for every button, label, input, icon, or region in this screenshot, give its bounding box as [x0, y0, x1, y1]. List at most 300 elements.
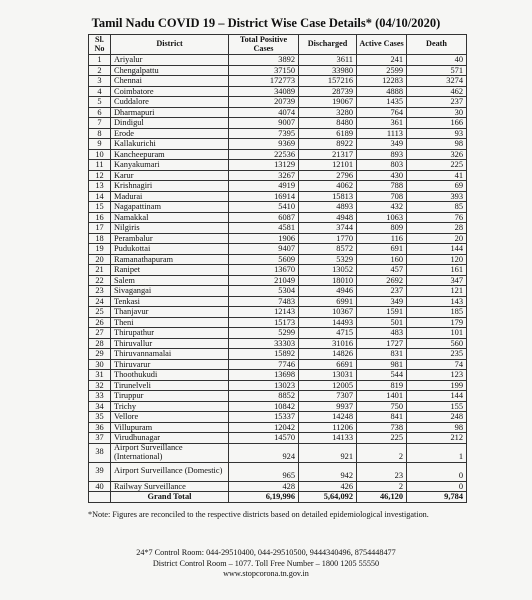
- cell-death: 326: [407, 149, 467, 160]
- cell-active: 691: [357, 244, 407, 255]
- column-header-death: Death: [407, 35, 467, 55]
- table-row: [89, 170, 467, 181]
- cell-sl-no: 31: [89, 370, 111, 381]
- cell-death: 144: [407, 391, 467, 402]
- table-row: [89, 149, 467, 160]
- cell-death: 212: [407, 433, 467, 444]
- cell-sl-no: 9: [89, 139, 111, 150]
- cell-sl-no: 35: [89, 412, 111, 423]
- column-header-discharged: Discharged: [299, 35, 357, 55]
- table-row: [89, 307, 467, 318]
- grand-total-row: [89, 492, 467, 503]
- cell-active: 4888: [357, 86, 407, 97]
- cell-death: 248: [407, 412, 467, 423]
- cell-discharged: 21317: [299, 149, 357, 160]
- cell-district: Kanyakumari: [111, 160, 229, 171]
- cell-active: 116: [357, 233, 407, 244]
- cell-district: Thiruvallur: [111, 338, 229, 349]
- page-title: Tamil Nadu COVID 19 – District Wise Case Details* (04/10/2020): [91, 16, 441, 30]
- cell-sl-no: 18: [89, 233, 111, 244]
- cell-discharged: 14248: [299, 412, 357, 423]
- cell-sl-no: 38: [89, 443, 111, 462]
- cell-active: 738: [357, 422, 407, 433]
- cell-district: Kallakurichi: [111, 139, 229, 150]
- cell-death: 0: [407, 481, 467, 492]
- column-header-active: Active Cases: [357, 35, 407, 55]
- cell-discharged: 5329: [299, 254, 357, 265]
- district-case-table: [88, 34, 467, 503]
- cell-sl-no: 14: [89, 191, 111, 202]
- cell-district: Airport Surveillance (Domestic): [111, 462, 229, 481]
- cell-district: Tirunelveli: [111, 380, 229, 391]
- cell-active: 750: [357, 401, 407, 412]
- cell-district: Namakkal: [111, 212, 229, 223]
- cell-discharged: 1770: [299, 233, 357, 244]
- cell-active: 1401: [357, 391, 407, 402]
- cell-discharged: 15813: [299, 191, 357, 202]
- table-body: [89, 55, 467, 492]
- column-header-total-positive: Total Positive Cases: [229, 35, 299, 55]
- cell-total-positive: 4581: [229, 223, 299, 234]
- cell-sl-no: 21: [89, 265, 111, 276]
- cell-death: 179: [407, 317, 467, 328]
- cell-sl-no: 3: [89, 76, 111, 87]
- cell-total-positive: 14570: [229, 433, 299, 444]
- cell-active: 237: [357, 286, 407, 297]
- cell-active: 1727: [357, 338, 407, 349]
- cell-death: 166: [407, 118, 467, 129]
- cell-district: Thirupathur: [111, 328, 229, 339]
- table-header-row: [89, 35, 467, 55]
- cell-sl-no: 22: [89, 275, 111, 286]
- table-row: [89, 191, 467, 202]
- table-row: [89, 265, 467, 276]
- grand-total-active: 46,120: [357, 492, 407, 503]
- district-control-room: District Control Room – 1077. Toll Free Number – 1800 1205 55550: [152, 558, 380, 568]
- cell-death: 1: [407, 443, 467, 462]
- cell-sl-no: 39: [89, 462, 111, 481]
- cell-discharged: 921: [299, 443, 357, 462]
- cell-discharged: 14493: [299, 317, 357, 328]
- cell-district: Theni: [111, 317, 229, 328]
- cell-death: 69: [407, 181, 467, 192]
- cell-active: 2: [357, 481, 407, 492]
- cell-total-positive: 15173: [229, 317, 299, 328]
- cell-discharged: 426: [299, 481, 357, 492]
- grand-total-positive: 6,19,996: [229, 492, 299, 503]
- cell-total-positive: 22536: [229, 149, 299, 160]
- cell-active: 764: [357, 107, 407, 118]
- cell-discharged: 13052: [299, 265, 357, 276]
- cell-district: Chennai: [111, 76, 229, 87]
- table-row: [89, 433, 467, 444]
- table-row: [89, 118, 467, 129]
- cell-active: 819: [357, 380, 407, 391]
- cell-district: Sivagangai: [111, 286, 229, 297]
- cell-death: 235: [407, 349, 467, 360]
- cell-active: 361: [357, 118, 407, 129]
- cell-district: Dharmapuri: [111, 107, 229, 118]
- cell-district: Perambalur: [111, 233, 229, 244]
- cell-district: Virudhunagar: [111, 433, 229, 444]
- cell-sl-no: 16: [89, 212, 111, 223]
- cell-death: 121: [407, 286, 467, 297]
- cell-sl-no: 7: [89, 118, 111, 129]
- cell-discharged: 14133: [299, 433, 357, 444]
- table-row: [89, 97, 467, 108]
- cell-sl-no: 37: [89, 433, 111, 444]
- cell-death: 0: [407, 462, 467, 481]
- table-row: [89, 359, 467, 370]
- cell-district: Erode: [111, 128, 229, 139]
- table-row: [89, 254, 467, 265]
- cell-district: Villupuram: [111, 422, 229, 433]
- cell-total-positive: 5609: [229, 254, 299, 265]
- table-row: [89, 107, 467, 118]
- cell-total-positive: 7395: [229, 128, 299, 139]
- cell-total-positive: 9007: [229, 118, 299, 129]
- table-row: [89, 202, 467, 213]
- cell-active: 457: [357, 265, 407, 276]
- grand-total-death: 9,784: [407, 492, 467, 503]
- cell-death: 393: [407, 191, 467, 202]
- cell-sl-no: 24: [89, 296, 111, 307]
- cell-death: 76: [407, 212, 467, 223]
- cell-total-positive: 1906: [229, 233, 299, 244]
- cell-death: 40: [407, 55, 467, 66]
- cell-sl-no: 20: [89, 254, 111, 265]
- table-row: [89, 76, 467, 87]
- cell-total-positive: 20739: [229, 97, 299, 108]
- cell-total-positive: 428: [229, 481, 299, 492]
- cell-discharged: 4893: [299, 202, 357, 213]
- cell-total-positive: 34089: [229, 86, 299, 97]
- cell-death: 41: [407, 170, 467, 181]
- table-row: [89, 296, 467, 307]
- cell-active: 12283: [357, 76, 407, 87]
- table-row: [89, 128, 467, 139]
- table-row: [89, 391, 467, 402]
- cell-discharged: 33980: [299, 65, 357, 76]
- table-row: [89, 338, 467, 349]
- cell-active: 708: [357, 191, 407, 202]
- cell-death: 3274: [407, 76, 467, 87]
- cell-active: 544: [357, 370, 407, 381]
- cell-total-positive: 9369: [229, 139, 299, 150]
- cell-discharged: 14826: [299, 349, 357, 360]
- cell-discharged: 942: [299, 462, 357, 481]
- cell-discharged: 19067: [299, 97, 357, 108]
- cell-total-positive: 4074: [229, 107, 299, 118]
- cell-death: 144: [407, 244, 467, 255]
- cell-total-positive: 33303: [229, 338, 299, 349]
- cell-district: Nilgiris: [111, 223, 229, 234]
- contact-footer: [0, 548, 532, 580]
- cell-sl-no: 12: [89, 170, 111, 181]
- cell-active: 23: [357, 462, 407, 481]
- cell-death: 237: [407, 97, 467, 108]
- cell-sl-no: 36: [89, 422, 111, 433]
- cell-death: 74: [407, 359, 467, 370]
- cell-sl-no: 23: [89, 286, 111, 297]
- cell-total-positive: 13670: [229, 265, 299, 276]
- website-link[interactable]: www.stopcorona.tn.gov.in: [223, 569, 309, 579]
- cell-district: Karur: [111, 170, 229, 181]
- table-row: [89, 65, 467, 76]
- cell-discharged: 8922: [299, 139, 357, 150]
- cell-discharged: 6189: [299, 128, 357, 139]
- cell-discharged: 3744: [299, 223, 357, 234]
- cell-district: Railway Surveillance: [111, 481, 229, 492]
- table-row: [89, 233, 467, 244]
- cell-death: 98: [407, 422, 467, 433]
- table-row: [89, 370, 467, 381]
- cell-district: Ranipet: [111, 265, 229, 276]
- cell-total-positive: 37150: [229, 65, 299, 76]
- cell-total-positive: 10842: [229, 401, 299, 412]
- table-row: [89, 139, 467, 150]
- cell-total-positive: 8852: [229, 391, 299, 402]
- cell-total-positive: 13023: [229, 380, 299, 391]
- cell-active: 803: [357, 160, 407, 171]
- cell-active: 2599: [357, 65, 407, 76]
- cell-total-positive: 3892: [229, 55, 299, 66]
- cell-sl-no: 29: [89, 349, 111, 360]
- cell-discharged: 4715: [299, 328, 357, 339]
- cell-total-positive: 5299: [229, 328, 299, 339]
- cell-sl-no: 28: [89, 338, 111, 349]
- cell-death: 161: [407, 265, 467, 276]
- column-header-sl-no: Sl. No: [89, 35, 111, 55]
- cell-sl-no: 19: [89, 244, 111, 255]
- cell-sl-no: 26: [89, 317, 111, 328]
- cell-active: 788: [357, 181, 407, 192]
- cell-total-positive: 172773: [229, 76, 299, 87]
- cell-total-positive: 15892: [229, 349, 299, 360]
- cell-death: 462: [407, 86, 467, 97]
- cell-death: 571: [407, 65, 467, 76]
- cell-active: 241: [357, 55, 407, 66]
- cell-discharged: 12101: [299, 160, 357, 171]
- cell-district: Nagapattinam: [111, 202, 229, 213]
- cell-discharged: 2796: [299, 170, 357, 181]
- cell-district: Cuddalore: [111, 97, 229, 108]
- cell-death: 185: [407, 307, 467, 318]
- cell-sl-no: 25: [89, 307, 111, 318]
- cell-district: Trichy: [111, 401, 229, 412]
- cell-sl-no: 2: [89, 65, 111, 76]
- table-row: [89, 55, 467, 66]
- cell-total-positive: 7746: [229, 359, 299, 370]
- cell-discharged: 7307: [299, 391, 357, 402]
- cell-death: 123: [407, 370, 467, 381]
- cell-district: Thiruvannamalai: [111, 349, 229, 360]
- grand-total-blank: [89, 492, 111, 503]
- cell-total-positive: 16914: [229, 191, 299, 202]
- cell-sl-no: 5: [89, 97, 111, 108]
- cell-discharged: 8480: [299, 118, 357, 129]
- grand-total-label: Grand Total: [111, 492, 229, 503]
- cell-active: 2: [357, 443, 407, 462]
- cell-sl-no: 27: [89, 328, 111, 339]
- cell-total-positive: 13129: [229, 160, 299, 171]
- cell-sl-no: 32: [89, 380, 111, 391]
- cell-discharged: 13031: [299, 370, 357, 381]
- cell-death: 199: [407, 380, 467, 391]
- table-row: [89, 160, 467, 171]
- cell-total-positive: 7483: [229, 296, 299, 307]
- footnote: *Note: Figures are reconciled to the respective districts based on detailed epidemiological investigation.: [88, 510, 429, 519]
- cell-discharged: 4948: [299, 212, 357, 223]
- cell-discharged: 31016: [299, 338, 357, 349]
- cell-active: 349: [357, 139, 407, 150]
- control-room-numbers: 24*7 Control Room: 044-29510400, 044-29510500, 9444340496, 8754448477: [136, 548, 396, 557]
- cell-active: 2692: [357, 275, 407, 286]
- table-row: [89, 181, 467, 192]
- cell-death: 225: [407, 160, 467, 171]
- cell-active: 809: [357, 223, 407, 234]
- cell-total-positive: 4919: [229, 181, 299, 192]
- grand-total-discharged: 5,64,092: [299, 492, 357, 503]
- cell-active: 501: [357, 317, 407, 328]
- cell-sl-no: 8: [89, 128, 111, 139]
- cell-sl-no: 1: [89, 55, 111, 66]
- cell-district: Ariyalur: [111, 55, 229, 66]
- table-row: [89, 212, 467, 223]
- table-row: [89, 481, 467, 492]
- table-row: [89, 275, 467, 286]
- cell-sl-no: 11: [89, 160, 111, 171]
- cell-district: Thiruvarur: [111, 359, 229, 370]
- table-row: [89, 286, 467, 297]
- cell-sl-no: 34: [89, 401, 111, 412]
- cell-discharged: 10367: [299, 307, 357, 318]
- cell-total-positive: 5304: [229, 286, 299, 297]
- cell-death: 20: [407, 233, 467, 244]
- cell-death: 143: [407, 296, 467, 307]
- cell-death: 347: [407, 275, 467, 286]
- cell-active: 981: [357, 359, 407, 370]
- cell-total-positive: 924: [229, 443, 299, 462]
- cell-discharged: 157216: [299, 76, 357, 87]
- cell-discharged: 8572: [299, 244, 357, 255]
- cell-district: Pudukottai: [111, 244, 229, 255]
- table-row: [89, 462, 467, 481]
- cell-total-positive: 12042: [229, 422, 299, 433]
- cell-sl-no: 17: [89, 223, 111, 234]
- cell-active: 349: [357, 296, 407, 307]
- cell-total-positive: 12143: [229, 307, 299, 318]
- cell-discharged: 3280: [299, 107, 357, 118]
- cell-total-positive: 13698: [229, 370, 299, 381]
- cell-active: 1591: [357, 307, 407, 318]
- cell-active: 225: [357, 433, 407, 444]
- cell-sl-no: 33: [89, 391, 111, 402]
- cell-total-positive: 6087: [229, 212, 299, 223]
- cell-discharged: 28739: [299, 86, 357, 97]
- cell-active: 893: [357, 149, 407, 160]
- cell-discharged: 3611: [299, 55, 357, 66]
- cell-death: 155: [407, 401, 467, 412]
- table-row: [89, 443, 467, 462]
- cell-district: Thoothukudi: [111, 370, 229, 381]
- table-row: [89, 86, 467, 97]
- cell-total-positive: 3267: [229, 170, 299, 181]
- cell-total-positive: 21049: [229, 275, 299, 286]
- cell-district: Madurai: [111, 191, 229, 202]
- cell-active: 430: [357, 170, 407, 181]
- cell-district: Dindigul: [111, 118, 229, 129]
- table-row: [89, 412, 467, 423]
- cell-discharged: 6991: [299, 296, 357, 307]
- cell-active: 1063: [357, 212, 407, 223]
- cell-district: Salem: [111, 275, 229, 286]
- cell-discharged: 4062: [299, 181, 357, 192]
- cell-sl-no: 4: [89, 86, 111, 97]
- cell-active: 160: [357, 254, 407, 265]
- cell-death: 30: [407, 107, 467, 118]
- cell-active: 1113: [357, 128, 407, 139]
- cell-district: Ramanathapuram: [111, 254, 229, 265]
- cell-sl-no: 10: [89, 149, 111, 160]
- table-row: [89, 317, 467, 328]
- cell-district: Chengalpattu: [111, 65, 229, 76]
- cell-death: 93: [407, 128, 467, 139]
- column-header-district: District: [111, 35, 229, 55]
- cell-death: 101: [407, 328, 467, 339]
- cell-death: 560: [407, 338, 467, 349]
- cell-death: 28: [407, 223, 467, 234]
- cell-active: 831: [357, 349, 407, 360]
- cell-death: 120: [407, 254, 467, 265]
- cell-district: Coimbatore: [111, 86, 229, 97]
- cell-active: 432: [357, 202, 407, 213]
- cell-district: Tenkasi: [111, 296, 229, 307]
- cell-death: 85: [407, 202, 467, 213]
- table-row: [89, 380, 467, 391]
- cell-sl-no: 6: [89, 107, 111, 118]
- cell-district: Krishnagiri: [111, 181, 229, 192]
- cell-active: 483: [357, 328, 407, 339]
- cell-death: 98: [407, 139, 467, 150]
- cell-district: Airport Surveillance (International): [111, 443, 229, 462]
- cell-discharged: 9937: [299, 401, 357, 412]
- table-row: [89, 422, 467, 433]
- cell-discharged: 18010: [299, 275, 357, 286]
- cell-district: Kancheepuram: [111, 149, 229, 160]
- cell-discharged: 6691: [299, 359, 357, 370]
- table-row: [89, 401, 467, 412]
- cell-discharged: 11206: [299, 422, 357, 433]
- table-row: [89, 223, 467, 234]
- table-row: [89, 349, 467, 360]
- cell-sl-no: 13: [89, 181, 111, 192]
- cell-active: 841: [357, 412, 407, 423]
- table-row: [89, 328, 467, 339]
- cell-total-positive: 15337: [229, 412, 299, 423]
- cell-discharged: 4946: [299, 286, 357, 297]
- cell-sl-no: 30: [89, 359, 111, 370]
- cell-district: Thanjavur: [111, 307, 229, 318]
- cell-discharged: 12005: [299, 380, 357, 391]
- cell-sl-no: 15: [89, 202, 111, 213]
- cell-sl-no: 40: [89, 481, 111, 492]
- cell-active: 1435: [357, 97, 407, 108]
- cell-district: Tiruppur: [111, 391, 229, 402]
- cell-total-positive: 965: [229, 462, 299, 481]
- cell-district: Vellore: [111, 412, 229, 423]
- cell-total-positive: 5410: [229, 202, 299, 213]
